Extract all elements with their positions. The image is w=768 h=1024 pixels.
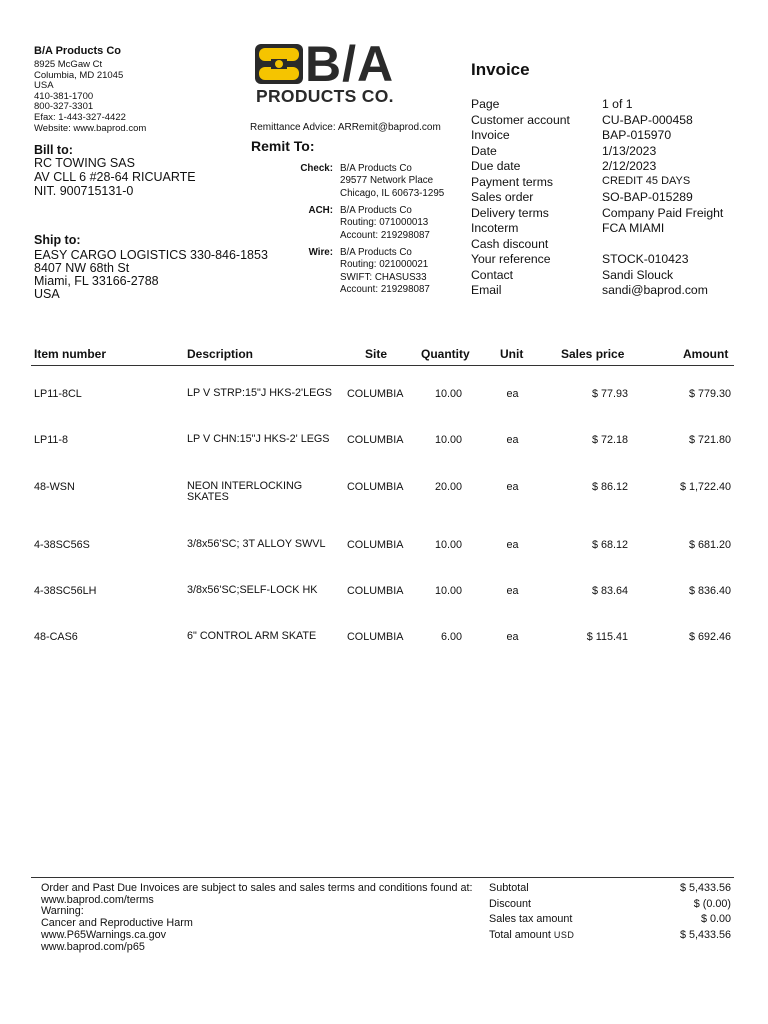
- remit-to-title: Remit To:: [251, 138, 315, 154]
- invoice-title: Invoice: [471, 60, 530, 79]
- cell-unit: ea: [506, 539, 519, 551]
- footer-line: Warning:: [41, 905, 84, 918]
- meta-label: Customer account: [471, 112, 570, 127]
- wire-label: Wire:: [308, 247, 333, 258]
- cell-sales-price: $ 72.18: [591, 434, 628, 446]
- company-line: USA: [34, 80, 54, 92]
- bill-to-title: Bill to:: [34, 143, 73, 157]
- company-line: 410-381-1700: [34, 90, 94, 102]
- meta-label: Page: [471, 97, 500, 111]
- cell-amount: $ 692.46: [688, 631, 731, 643]
- ship-to-line: Miami, FL 33166-2788: [34, 274, 159, 289]
- company-line: Columbia, MD 21045: [34, 69, 124, 81]
- meta-value: FCA MIAMI: [602, 221, 665, 235]
- meta-value: BAP-015970: [602, 128, 672, 142]
- meta-label: Your reference: [471, 252, 551, 266]
- ship-to-line: 8407 NW 68th St: [34, 261, 130, 276]
- footer-line: Cancer and Reproductive Harm: [41, 917, 193, 930]
- bill-to-line: AV CLL 6 #28-64 RICUARTE: [34, 170, 196, 185]
- meta-label: Due date: [471, 159, 521, 173]
- company-name: B/A Products Co: [34, 45, 121, 57]
- footer-divider: [31, 877, 734, 878]
- check-line: 29577 Network Place: [340, 175, 434, 187]
- meta-value: STOCK-010423: [602, 252, 689, 266]
- cell-site: COLUMBIA: [347, 539, 404, 551]
- company-website: Website: www.baprod.com: [34, 122, 147, 134]
- meta-value: 1 of 1: [602, 97, 633, 111]
- cell-quantity: 6.00: [440, 631, 462, 643]
- currency-code: USD: [553, 929, 575, 940]
- cell-site: COLUMBIA: [347, 481, 404, 493]
- ach-line: B/A Products Co: [340, 205, 412, 216]
- col-header-site: Site: [365, 347, 388, 361]
- logo-mark-icon: [255, 44, 303, 84]
- cell-unit: ea: [506, 434, 519, 446]
- meta-value: CU-BAP-000458: [602, 112, 693, 127]
- check-line: Chicago, IL 60673-1295: [340, 187, 445, 199]
- subtotal-label: Subtotal: [489, 882, 529, 894]
- cell-site: COLUMBIA: [347, 631, 404, 643]
- meta-value: 1/13/2023: [602, 143, 657, 158]
- total-row: [489, 929, 731, 945]
- wire-details: [340, 247, 430, 296]
- cell-sales-price: $ 86.12: [591, 481, 628, 493]
- cell-item-number: LP11-8: [34, 434, 69, 446]
- meta-label: Incoterm: [471, 221, 519, 235]
- cell-item-number: LP11-8CL: [34, 388, 82, 400]
- total-label: Total amount: [489, 928, 551, 941]
- ship-to-line: USA: [34, 287, 60, 302]
- cell-amount: $ 779.30: [688, 388, 731, 400]
- cell-sales-price: $ 68.12: [591, 539, 628, 551]
- discount-row: [489, 898, 731, 914]
- bill-to-line: RC TOWING SAS: [34, 156, 135, 170]
- meta-value: 2/12/2023: [602, 159, 657, 173]
- cell-item-number: 48-WSN: [34, 481, 75, 493]
- cell-unit: ea: [506, 631, 519, 643]
- subtotal-row: [489, 882, 731, 898]
- cell-quantity: 10.00: [434, 585, 462, 597]
- meta-label: Sales order: [471, 190, 534, 204]
- logo-subtext: PRODUCTS CO.: [256, 86, 394, 106]
- col-header-unit: Unit: [500, 347, 524, 361]
- wire-line: Account: 219298087: [340, 283, 430, 295]
- p65-warnings-link[interactable]: www.P65Warnings.ca.gov: [41, 928, 167, 941]
- wire-line: B/A Products Co: [340, 247, 412, 258]
- tax-label: Sales tax amount: [489, 913, 573, 926]
- cell-description: NEON INTERLOCKING SKATES: [187, 480, 303, 503]
- col-header-description: Description: [187, 347, 254, 361]
- meta-value: SO-BAP-015289: [602, 190, 693, 204]
- subtotal-value: $ 5,433.56: [679, 882, 731, 894]
- cell-site: COLUMBIA: [347, 434, 404, 446]
- cell-item-number: 4-38SC56LH: [34, 585, 97, 597]
- company-line: 800-327-3301: [34, 101, 94, 113]
- col-header-sales-price: Sales price: [561, 347, 625, 361]
- cell-item-number: 48-CAS6: [34, 631, 78, 643]
- cell-unit: ea: [506, 388, 519, 400]
- meta-label: Cash discount: [471, 236, 549, 251]
- cell-description: 3/8x56'SC;SELF-LOCK HK: [187, 584, 318, 596]
- ship-to-title: Ship to:: [34, 233, 81, 247]
- cell-description: LP V STRP:15"J HKS-2'LEGS: [187, 387, 332, 399]
- terms-link[interactable]: www.baprod.com/terms: [41, 893, 154, 906]
- meta-value: sandi@baprod.com: [602, 283, 708, 297]
- meta-label: Delivery terms: [471, 205, 549, 220]
- cell-site: COLUMBIA: [347, 585, 404, 597]
- cell-sales-price: $ 77.93: [591, 388, 628, 400]
- logo-text: B/A: [305, 36, 395, 92]
- cell-description: LP V CHN:15"J HKS-2' LEGS: [187, 433, 330, 445]
- col-header-quantity: Quantity: [421, 347, 470, 361]
- cell-amount: $ 681.20: [688, 539, 731, 551]
- cell-quantity: 20.00: [434, 481, 462, 493]
- cell-quantity: 10.00: [434, 388, 462, 400]
- check-line: B/A Products Co: [340, 163, 412, 174]
- bill-to-line: NIT. 900715131-0: [34, 184, 134, 199]
- meta-value: Sandi Slouck: [602, 267, 674, 282]
- table-header-divider: [31, 365, 734, 366]
- cell-quantity: 10.00: [434, 434, 462, 446]
- cell-item-number: 4-38SC56S: [34, 539, 90, 551]
- cell-sales-price: $ 115.41: [586, 631, 628, 643]
- cell-site: COLUMBIA: [347, 388, 404, 400]
- meta-label: Date: [471, 143, 497, 158]
- cell-unit: ea: [506, 585, 519, 597]
- col-header-amount: Amount: [683, 347, 729, 361]
- p65-link[interactable]: www.baprod.com/p65: [41, 940, 145, 953]
- cell-amount: $ 836.40: [688, 585, 731, 597]
- footer-line: Order and Past Due Invoices are subject to sales and sales terms and conditions found at:: [41, 882, 473, 894]
- meta-label: Invoice: [471, 128, 510, 142]
- tax-row: [489, 913, 731, 929]
- ship-to-line: EASY CARGO LOGISTICS 330-846-1853: [34, 248, 268, 262]
- ach-details: [340, 205, 430, 242]
- ship-to-address: [34, 249, 268, 301]
- company-line: 8925 McGaw Ct: [34, 59, 103, 70]
- check-details: [340, 163, 444, 200]
- meta-label: Payment terms: [471, 174, 553, 189]
- meta-value: Company Paid Freight: [602, 205, 724, 220]
- remittance-advice: Remittance Advice: ARRemit@baprod.com: [250, 122, 441, 133]
- cell-amount: $ 1,722.40: [679, 481, 731, 493]
- tax-value: $ 0.00: [700, 913, 731, 926]
- ach-label: ACH:: [308, 205, 333, 216]
- meta-label: Email: [471, 283, 502, 297]
- footer-notice: [41, 883, 481, 953]
- company-logo: [255, 36, 415, 108]
- total-value: $ 5,433.56: [679, 928, 731, 941]
- cell-amount: $ 721.80: [688, 434, 731, 446]
- ach-line: Routing: 071000013: [340, 217, 429, 229]
- cell-description: 6" CONTROL ARM SKATE: [187, 630, 317, 642]
- cell-sales-price: $ 83.64: [591, 585, 628, 597]
- meta-label: Contact: [471, 267, 514, 282]
- cell-unit: ea: [506, 481, 519, 493]
- total-label-group: [489, 929, 574, 941]
- cell-description: 3/8x56'SC; 3T ALLOY SWVL: [187, 538, 326, 550]
- wire-line: SWIFT: CHASUS33: [340, 271, 427, 283]
- col-header-item: Item number: [34, 347, 107, 361]
- totals-summary: [489, 882, 731, 944]
- cell-quantity: 10.00: [434, 539, 462, 551]
- wire-line: Routing: 021000021: [340, 259, 429, 271]
- discount-label: Discount: [489, 897, 532, 910]
- company-address: [34, 60, 146, 134]
- meta-value: CREDIT 45 DAYS: [602, 174, 691, 187]
- discount-value: $ (0.00): [693, 897, 731, 910]
- bill-to-address: [34, 156, 196, 199]
- ach-line: Account: 219298087: [340, 229, 430, 241]
- check-label: Check:: [300, 163, 333, 174]
- company-line: Efax: 1-443-327-4422: [34, 111, 126, 123]
